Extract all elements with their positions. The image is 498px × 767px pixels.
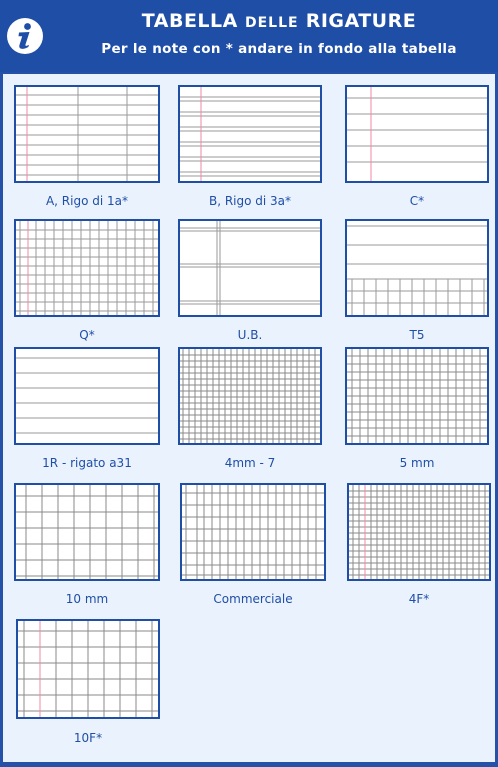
ruling-pattern-5mm	[347, 349, 487, 443]
info-icon	[6, 17, 44, 55]
ruling-pattern-4f	[349, 485, 489, 579]
ruling-label-5mm: 5 mm	[399, 456, 435, 470]
ruling-pattern-10mm	[16, 485, 158, 579]
ruling-pattern-ub	[180, 221, 320, 315]
ruling-swatch-5mm	[345, 347, 489, 445]
ruling-panel	[3, 74, 495, 762]
page-subtitle: Per le note con * andare in fondo alla tabella	[101, 41, 457, 57]
ruling-label-10mm: 10 mm	[65, 592, 109, 606]
ruling-swatch-4mm	[178, 347, 322, 445]
ruling-pattern-t5	[347, 221, 487, 315]
ruling-swatch-ub	[178, 219, 322, 317]
page-title	[60, 8, 498, 36]
ruling-label-ub: U.B.	[237, 328, 263, 342]
ruling-label-10f: 10F*	[73, 731, 103, 745]
ruling-swatch-10mm	[14, 483, 160, 581]
ruling-pattern-10f	[18, 621, 158, 717]
title-word-rigature: RIGATURE	[305, 10, 417, 32]
ruling-swatch-1r	[14, 347, 160, 445]
ruling-swatch-4f	[347, 483, 491, 581]
ruling-label-q: Q*	[79, 328, 95, 342]
ruling-label-a: A, Rigo di 1a*	[45, 194, 129, 208]
ruling-label-1r: 1R - rigato a31	[42, 456, 132, 470]
ruling-pattern-q	[16, 221, 158, 315]
ruling-swatch-t5	[345, 219, 489, 317]
ruling-pattern-4mm	[180, 349, 320, 443]
ruling-swatch-a	[14, 85, 160, 183]
ruling-pattern-a	[16, 87, 158, 181]
ruling-pattern-commerciale	[182, 485, 324, 579]
ruling-pattern-b	[180, 87, 320, 181]
ruling-label-4mm: 4mm - 7	[224, 456, 276, 470]
header-bar	[0, 0, 498, 72]
ruling-swatch-b	[178, 85, 322, 183]
ruling-label-b: B, Rigo di 3a*	[208, 194, 292, 208]
ruling-label-4f: 4F*	[408, 592, 430, 606]
ruling-label-c: C*	[409, 194, 425, 208]
ruling-pattern-c	[347, 87, 487, 181]
ruling-swatch-q	[14, 219, 160, 317]
ruling-label-commerciale: Commerciale	[213, 592, 293, 606]
ruling-swatch-commerciale	[180, 483, 326, 581]
ruling-pattern-1r	[16, 349, 158, 443]
ruling-swatch-10f	[16, 619, 160, 719]
ruling-swatch-c	[345, 85, 489, 183]
title-word-tabella: TABELLA	[141, 10, 238, 32]
ruling-label-t5: T5	[409, 328, 425, 342]
title-word-delle: DELLE	[244, 15, 299, 31]
